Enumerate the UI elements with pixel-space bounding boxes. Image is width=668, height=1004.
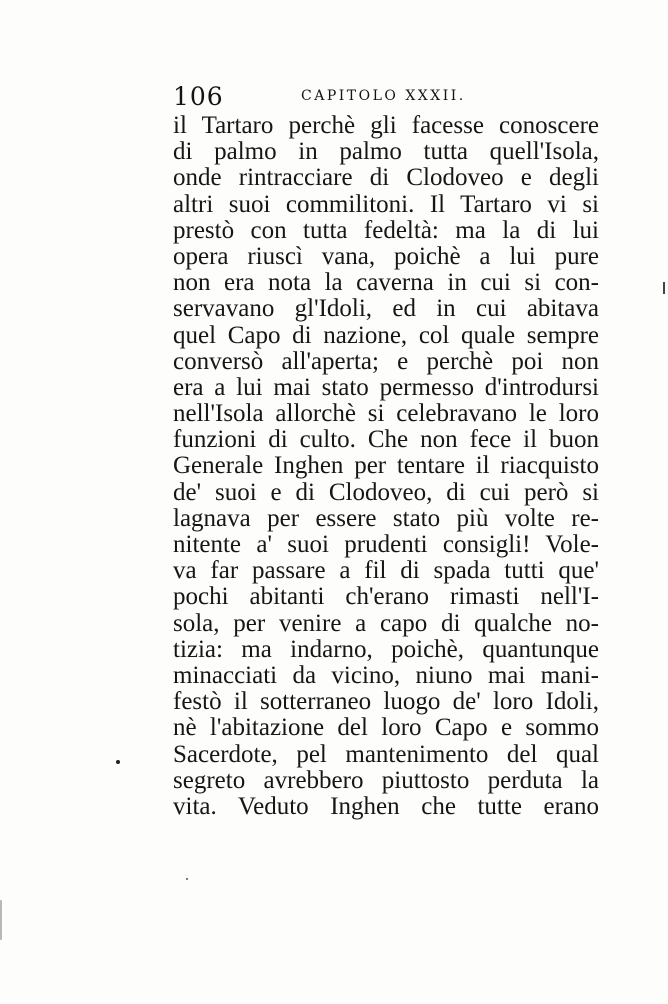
text-line: quel Capo di nazione, col quale sempre (173, 321, 599, 349)
print-speck (186, 878, 188, 880)
text-line: nè l'abitazione del loro Capo e sommo (173, 714, 599, 742)
margin-mark (663, 282, 665, 294)
text-line: Sacerdote, pel mantenimento del qual (173, 740, 599, 768)
text-line: onde rintracciare di Clodoveo e degli (173, 164, 599, 192)
body-text (173, 113, 599, 820)
text-line: era a lui mai stato permesso d'introdursi (173, 373, 599, 401)
text-line: sola, per venire a capo di qualche no- (173, 609, 599, 637)
text-line: non era nota la caverna in cui si con- (173, 269, 599, 297)
text-line: va far passare a fil di spada tutti que' (173, 557, 599, 585)
text-line: tizia: ma indarno, poichè, quantunque (173, 635, 599, 663)
text-line: altri suoi commilitoni. Il Tartaro vi si (173, 190, 599, 218)
text-line: funzioni di culto. Che non fece il buon (173, 426, 599, 454)
text-line: nell'Isola allorchè si celebravano le loro (173, 400, 599, 428)
page-header (173, 82, 603, 112)
text-line: di palmo in palmo tutta quell'Isola, (173, 138, 599, 166)
text-line: de' suoi e di Clodoveo, di cui però si (173, 478, 599, 506)
text-line: opera riuscì vana, poichè a lui pure (173, 242, 599, 270)
text-line: vita. Veduto Inghen che tutte erano (173, 792, 599, 820)
text-line: il Tartaro perchè gli facesse conoscere (173, 112, 599, 139)
text-line: festò il sotterraneo luogo de' loro Idoli, (173, 688, 599, 716)
page-number: 106 (173, 82, 224, 111)
text-line: servavano gl'Idoli, ed in cui abitava (173, 295, 599, 323)
page-edge-shadow (0, 900, 5, 940)
text-line: pochi abitanti ch'erano rimasti nell'I- (173, 583, 599, 611)
text-line: segreto avrebbero piuttosto perduta la (173, 766, 599, 794)
running-head: CAPITOLO XXXII. (301, 88, 466, 104)
text-line: lagnava per essere stato più volte re- (173, 504, 599, 532)
text-line: nitente a' suoi prudenti consigli! Vole- (173, 531, 599, 558)
text-line: conversò all'aperta; e perchè poi non (173, 347, 599, 375)
text-line: Generale Inghen per tentare il riacquisto (173, 452, 599, 480)
print-speck (116, 760, 120, 764)
text-line: prestò con tutta fedeltà: ma la di lui (173, 216, 599, 244)
text-line: minacciati da vicino, niuno mai mani- (173, 661, 599, 689)
